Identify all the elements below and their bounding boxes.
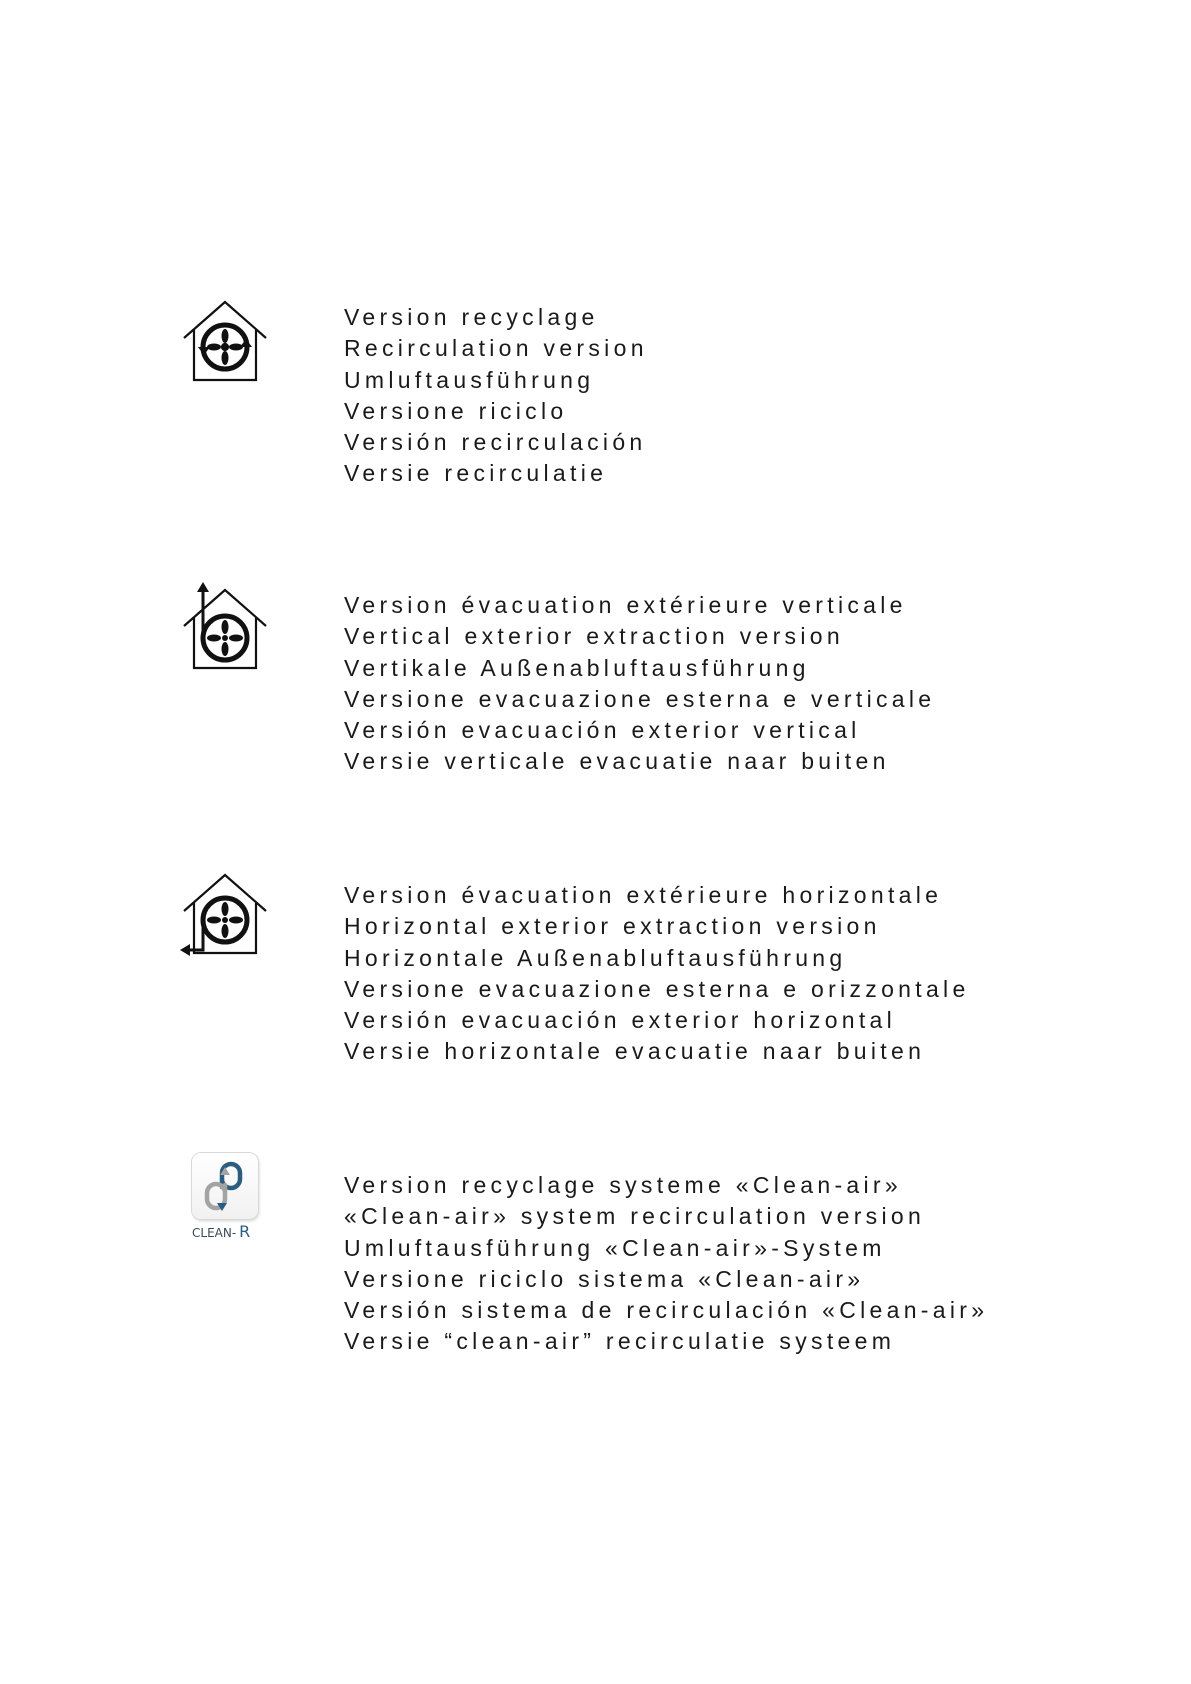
label-es: Versión evacuación exterior vertical bbox=[344, 717, 861, 744]
label-it: Versione evacuazione esterna e verticale bbox=[344, 685, 936, 712]
label-nl: Versie “clean-air” recirculatie systeem bbox=[344, 1328, 896, 1355]
label-en: «Clean-air» system recirculation version bbox=[344, 1203, 926, 1230]
label-nl: Versie recirculatie bbox=[344, 460, 608, 487]
label-en: Recirculation version bbox=[344, 335, 648, 362]
label-nl: Versie verticale evacuatie naar buiten bbox=[344, 748, 890, 775]
label-de: Vertikale Außenabluftausführung bbox=[344, 654, 810, 681]
label-de: Horizontale Außenabluftausführung bbox=[344, 944, 847, 971]
label-es: Versión recirculación bbox=[344, 429, 647, 456]
label-de: Umluftausführung «Clean-air»-System bbox=[344, 1234, 886, 1261]
horizontal-extraction-labels bbox=[344, 880, 970, 1068]
label-en: Horizontal exterior extraction version bbox=[344, 913, 881, 940]
house-fan-horizontal-extraction-icon bbox=[180, 871, 270, 961]
vertical-extraction-labels bbox=[344, 590, 935, 778]
house-fan-vertical-extraction-icon bbox=[180, 582, 270, 672]
recirculation-labels bbox=[344, 302, 648, 490]
label-fr: Version évacuation extérieure verticale bbox=[344, 592, 907, 618]
label-it: Versione riciclo bbox=[344, 397, 568, 424]
label-it: Versione evacuazione esterna e orizzontale bbox=[344, 975, 970, 1002]
clean-air-caption-text: CLEAN- bbox=[192, 1226, 237, 1240]
clean-air-recirculation-icon bbox=[192, 1153, 258, 1219]
label-fr: Version recyclage systeme «Clean-air» bbox=[344, 1172, 902, 1198]
clean-air-caption bbox=[192, 1222, 262, 1241]
label-nl: Versie horizontale evacuatie naar buiten bbox=[344, 1038, 926, 1065]
label-it: Versione riciclo sistema «Clean-air» bbox=[344, 1265, 865, 1292]
label-fr: Version évacuation extérieure horizontale bbox=[344, 882, 943, 908]
label-en: Vertical exterior extraction version bbox=[344, 623, 844, 650]
clean-air-labels bbox=[344, 1170, 988, 1358]
clean-air-caption-letter: R bbox=[239, 1222, 251, 1241]
label-fr: Version recyclage bbox=[344, 304, 599, 330]
label-es: Versión sistema de recirculación «Clean-air» bbox=[344, 1297, 989, 1324]
clean-air-badge bbox=[192, 1153, 258, 1219]
label-de: Umluftausführung bbox=[344, 366, 595, 393]
house-fan-recirculation-icon bbox=[180, 298, 270, 388]
label-es: Versión evacuación exterior horizontal bbox=[344, 1007, 897, 1034]
